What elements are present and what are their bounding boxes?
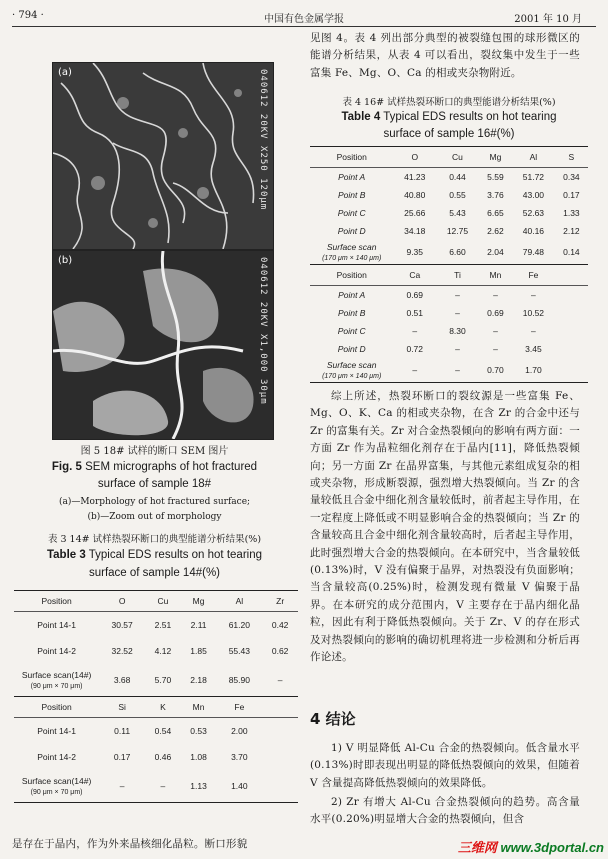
- data-cell: 12.75: [446, 226, 469, 236]
- data-cell: –: [412, 326, 418, 336]
- table-row: [310, 304, 588, 322]
- table-row: [310, 240, 588, 265]
- data-cell: 30.57: [111, 620, 133, 630]
- table-row: [14, 744, 298, 770]
- discussion-paragraph: 综上所述，热裂环断口的裂纹源是一些富集 Fe、Mg、O、K、Ca 的相或夹杂物，在含 Zr 的合金中还与 Zr 的富集有关。Zr 对合金热裂倾向的影响有两方面：一方面 Zr 作为晶粒细化剂存在于晶内[11]，降低热裂倾向；另一方面 Zr 在晶界富集，与其他元素组成复杂的相或夹杂物，形成断裂源，强烈增大热裂倾向。当 Zr 的含量较低且合金中细化剂含量较低时，前者起主导作用，在一定程度上降低或不明显影响合金的热裂倾向；当 Zr 的含量较高且合金中细化剂含量较高时，后者起主导作用，此时强烈增大合金的热裂倾向。在本研究中，当含量较低(0.13%)时，V 没有偏聚于晶界，对热裂没有负面影响；当含量较高(0.25%)时，检测发现有微量 V 偏聚于晶界。在本研究的成分范围内，V 主要存在于晶内细化晶粒，因此有利于降低热裂倾向。关于 Zr、V 的存在形式及对热裂倾向的影响的确切机理将进一步检测和分析后再作论述。: [310, 390, 580, 664]
- running-header: [0, 6, 608, 28]
- intro-paragraph: 见图 4。表 4 列出部分典型的被裂缝包围的球形微区的能谱分析结果，从表 4 可以看出，裂纹集中发生于一些富集 Fe、Mg、O、Ca 的相或夹杂物附近。: [310, 32, 580, 79]
- data-cell: 2.04: [479, 240, 512, 265]
- data-cell: 0.14: [555, 240, 588, 265]
- row-label: Point B: [337, 190, 366, 200]
- table-row: [14, 770, 298, 803]
- data-cell: 41.23: [404, 172, 426, 182]
- data-cell: –: [531, 326, 536, 336]
- data-cell: 79.48: [512, 240, 555, 265]
- table4-header-cell: Al: [512, 147, 555, 168]
- data-cell: 2.11: [190, 620, 207, 630]
- row-label: Point C: [337, 326, 366, 336]
- table-row: [14, 638, 298, 664]
- data-cell: –: [493, 290, 498, 300]
- table3-caption-line1: Typical EDS results on hot tearing: [88, 549, 262, 561]
- data-cell: 3.45: [525, 344, 542, 354]
- data-cell: 2.18: [181, 664, 217, 697]
- data-cell: 61.20: [228, 620, 250, 630]
- figure-subcaption-b: (b)—Zoom out of morphology: [87, 512, 222, 522]
- data-cell: 5.70: [145, 664, 181, 697]
- table-row: [310, 286, 588, 305]
- row-label: Point D: [337, 226, 366, 236]
- table3-header-cell: Al: [216, 591, 262, 612]
- table3-header-cell: Si: [99, 697, 145, 718]
- journal-name: 中国有色金属学报: [264, 14, 344, 25]
- table3-header-cell: Mn: [181, 697, 217, 718]
- figure-subcaption-a: (a)—Morphology of hot fractured surface;: [58, 497, 251, 507]
- data-cell: 3.76: [487, 190, 504, 200]
- data-cell: –: [455, 344, 460, 354]
- data-cell: 1.40: [216, 770, 262, 803]
- row-label: Point 14-1: [37, 726, 76, 736]
- row-label: Surface scan (170 μm × 140 μm): [310, 358, 393, 383]
- data-cell: 2.51: [154, 620, 172, 630]
- table3-caption-line2: surface of sample 14#(%): [88, 567, 221, 579]
- table3-header-cell: Mg: [181, 591, 217, 612]
- data-cell: –: [531, 290, 536, 300]
- table4-caption-line2: surface of sample 16#(%): [383, 128, 515, 140]
- table4-header-cell: Mg: [479, 147, 512, 168]
- data-cell: 2.12: [563, 226, 580, 236]
- data-cell: 0.17: [563, 190, 580, 200]
- table4-caption-line1: Typical EDS results on hot tearing: [383, 111, 557, 123]
- table4-header-cell: Position: [310, 265, 393, 286]
- sem-image-b: [52, 250, 274, 440]
- panel-a-scale: 040612 20KV X250 120μm: [258, 69, 268, 211]
- table3-header-cell: Zr: [262, 591, 298, 612]
- table3-header-cell: K: [145, 697, 181, 718]
- data-cell: 6.60: [436, 240, 479, 265]
- data-cell: 1.70: [512, 358, 555, 383]
- data-cell: 0.34: [563, 172, 580, 182]
- data-cell: 3.70: [231, 752, 248, 762]
- table3-header-cell: O: [99, 591, 145, 612]
- table4-caption-en: [308, 110, 590, 125]
- row-label: Surface scan(14#) (90 μm × 70 μm): [14, 664, 99, 697]
- figure-caption-line2: surface of sample 18#: [97, 478, 212, 490]
- table4-caption-cn: 表 4 16# 试样热裂环断口的典型能谱分析结果(%): [342, 97, 556, 108]
- data-cell: –: [262, 664, 298, 697]
- sem-texture-b: [53, 251, 273, 439]
- table3-header-cell: Position: [14, 697, 99, 718]
- data-cell: 5.43: [449, 208, 466, 218]
- data-cell: 9.35: [393, 240, 436, 265]
- data-cell: –: [99, 770, 145, 803]
- table4-label: Table 4: [341, 111, 381, 123]
- data-cell: –: [436, 358, 479, 383]
- row-label: Point A: [338, 172, 366, 182]
- sem-texture-a: [53, 63, 273, 249]
- data-cell: 25.66: [404, 208, 426, 218]
- table4-header-cell: Cu: [436, 147, 479, 168]
- row-label: Surface scan(14#) (90 μm × 70 μm): [14, 770, 99, 803]
- figure-label: Fig. 5: [51, 461, 82, 473]
- data-cell: 0.62: [271, 646, 289, 656]
- data-cell: 1.13: [181, 770, 217, 803]
- table4-header-cell: Ti: [436, 265, 479, 286]
- table-row: [310, 204, 588, 222]
- data-cell: 0.54: [154, 726, 172, 736]
- table3-label: Table 3: [46, 549, 86, 561]
- table-row: [14, 612, 298, 639]
- data-cell: 0.44: [449, 172, 466, 182]
- data-cell: –: [455, 308, 460, 318]
- data-cell: 51.72: [522, 172, 545, 182]
- section-heading-conclusion: 4 结论: [310, 710, 356, 728]
- data-cell: 2.62: [487, 226, 504, 236]
- table3-caption-cn: 表 3 14# 试样热裂环断口的典型能谱分析结果(%): [47, 534, 262, 545]
- data-cell: 2.00: [231, 726, 248, 736]
- data-cell: 0.46: [154, 752, 172, 762]
- data-cell: 0.69: [487, 308, 504, 318]
- data-cell: 0.70: [479, 358, 512, 383]
- data-cell: –: [493, 326, 498, 336]
- table4-header-cell: Fe: [512, 265, 555, 286]
- data-cell: –: [393, 358, 436, 383]
- row-label: Surface scan (170 μm × 140 μm): [310, 240, 393, 265]
- panel-b-scale: 040612 20KV X1,000 30μm: [258, 257, 268, 405]
- table4-header-cell: O: [393, 147, 436, 168]
- left-column-last-line: 是存在于晶内，作为外来晶核细化晶粒。断口形貌: [12, 838, 248, 850]
- data-cell: 55.43: [228, 646, 250, 656]
- row-label: Point D: [337, 344, 366, 354]
- data-cell: 0.55: [449, 190, 466, 200]
- data-cell: 43.00: [522, 190, 545, 200]
- data-cell: 6.65: [487, 208, 504, 218]
- table4-header-cell: Position: [310, 147, 393, 168]
- data-cell: 0.17: [113, 752, 131, 762]
- table3: [14, 590, 298, 803]
- table-row: [14, 664, 298, 697]
- figure-caption-en: [12, 460, 297, 475]
- data-cell: 10.52: [522, 308, 545, 318]
- row-label: Point B: [337, 308, 366, 318]
- row-label: Point A: [338, 290, 366, 300]
- data-cell: 1.33: [563, 208, 580, 218]
- data-cell: –: [455, 290, 460, 300]
- data-cell: –: [145, 770, 181, 803]
- data-cell: 5.59: [487, 172, 504, 182]
- table3-header-cell: Cu: [145, 591, 181, 612]
- panel-a-label: (a): [58, 67, 72, 78]
- data-cell: 0.42: [271, 620, 289, 630]
- table-row: [310, 168, 588, 187]
- figure-caption-line1: SEM micrographs of hot fractured: [85, 461, 258, 473]
- table-row: [310, 186, 588, 204]
- table4: [310, 146, 588, 383]
- data-cell: 85.90: [216, 664, 262, 697]
- data-cell: 0.11: [114, 726, 131, 736]
- table-row: [14, 718, 298, 745]
- watermark: [458, 837, 604, 856]
- data-cell: 32.52: [111, 646, 133, 656]
- sem-image-a: [52, 62, 274, 250]
- header-rule: [12, 26, 596, 27]
- row-label: Point 14-2: [37, 752, 76, 762]
- table3-header-row-2: [14, 697, 298, 718]
- table-row: [310, 358, 588, 383]
- row-label: Point 14-1: [37, 620, 76, 630]
- data-cell: 8.30: [449, 326, 466, 336]
- data-cell: 0.53: [190, 726, 207, 736]
- table3-header-row-1: [14, 591, 298, 612]
- data-cell: 40.16: [522, 226, 545, 236]
- table4-header-row-1: [310, 147, 588, 168]
- table4-header-cell: Ca: [393, 265, 436, 286]
- table3-caption-en: [12, 548, 297, 563]
- data-cell: –: [493, 344, 498, 354]
- table4-header-cell: S: [555, 147, 588, 168]
- panel-b-label: (b): [58, 255, 73, 266]
- data-cell: 1.08: [190, 752, 207, 762]
- data-cell: 0.69: [406, 290, 424, 300]
- row-label: Point 14-2: [37, 646, 76, 656]
- conclusion-1: 1) V 明显降低 Al-Cu 合金的热裂倾向。低含量水平(0.13%)时即表现出明显的降低热裂倾向的效果，但随着 V 含量提高降低热裂倾向的效果降低。: [310, 742, 580, 789]
- data-cell: 52.63: [522, 208, 545, 218]
- watermark-url: www.3dportal.cn: [500, 840, 604, 855]
- table-row: [310, 222, 588, 240]
- table3-header-cell: Position: [14, 591, 99, 612]
- watermark-cn: 三维网: [457, 840, 497, 855]
- data-cell: 40.80: [404, 190, 426, 200]
- conclusion-2: 2) Zr 有增大 Al-Cu 合金热裂倾向的趋势。高含量水平(0.20%)明显增大合金的热裂倾向，但含: [310, 796, 580, 826]
- data-cell: 1.85: [190, 646, 207, 656]
- table4-header-cell: Mn: [479, 265, 512, 286]
- page-number: · 794 ·: [12, 10, 44, 21]
- issue-date: 2001 年 10 月: [514, 14, 582, 25]
- table-row: [310, 322, 588, 340]
- table3-header-cell: Fe: [216, 697, 262, 718]
- data-cell: 34.18: [404, 226, 426, 236]
- row-label: Point C: [337, 208, 366, 218]
- figure-caption-cn: 图 5 18# 试样的断口 SEM 图片: [80, 446, 229, 457]
- data-cell: 4.12: [154, 646, 172, 656]
- table4-header-row-2: [310, 265, 588, 286]
- data-cell: 0.51: [406, 308, 424, 318]
- table-row: [310, 340, 588, 358]
- data-cell: 3.68: [99, 664, 145, 697]
- data-cell: 0.72: [406, 344, 424, 354]
